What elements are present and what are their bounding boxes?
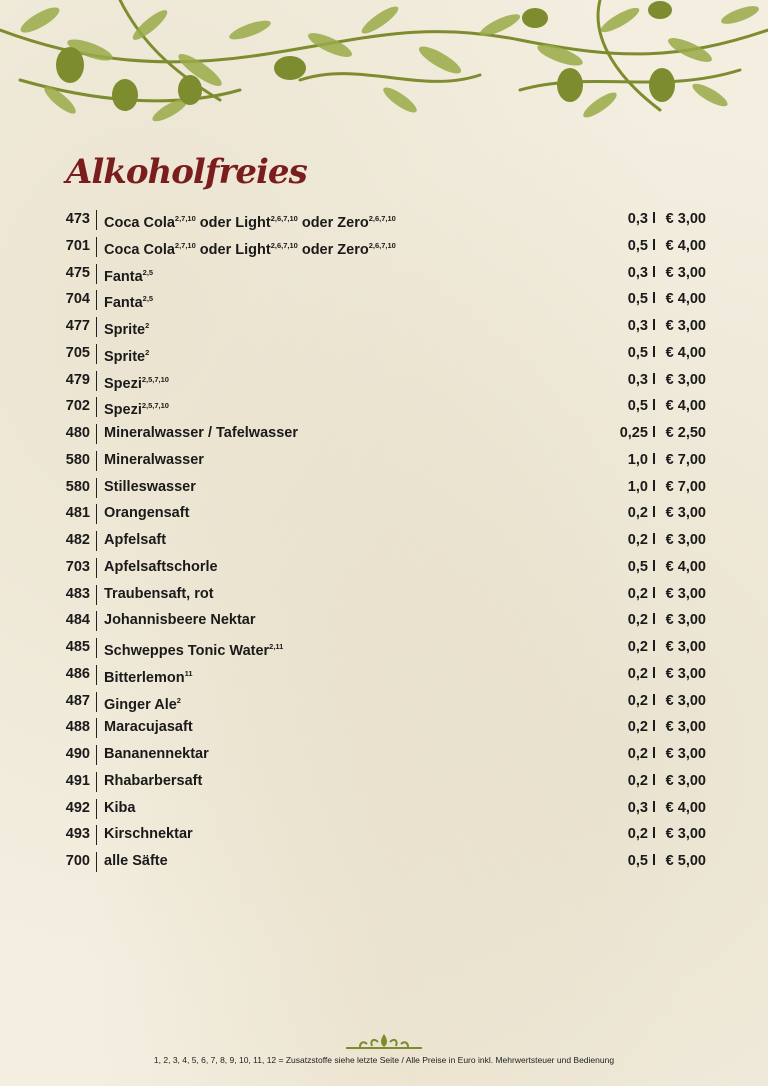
- divider: [96, 558, 97, 578]
- item-price: € 3,00: [665, 371, 706, 388]
- additive-codes: 11: [184, 668, 193, 678]
- item-name-text: Rhabarbersaft: [104, 772, 203, 789]
- item-volume: 0,2 l: [627, 665, 656, 682]
- item-name-text: Maracujasaft: [104, 719, 193, 736]
- divider: [96, 264, 97, 284]
- item-name: [104, 447, 204, 474]
- item-number: 701: [65, 237, 90, 254]
- item-name-text: Kiba: [104, 799, 136, 816]
- item-volume: 0,2 l: [627, 505, 656, 522]
- item-name: [104, 500, 189, 527]
- item-price: € 7,00: [665, 451, 706, 468]
- divider: [96, 344, 97, 364]
- item-name-text: Mineralwasser / Tafelwasser: [104, 425, 298, 441]
- item-name-text: Orangensaft: [104, 505, 190, 522]
- item-number: 477: [65, 318, 90, 334]
- menu-row: [0, 420, 768, 447]
- item-number: 480: [65, 425, 90, 441]
- item-name: [104, 768, 202, 795]
- item-number: 490: [65, 746, 90, 762]
- item-name-text: oder Zero: [297, 241, 369, 258]
- menu-row: [0, 393, 768, 420]
- item-volume: 0,3 l: [627, 264, 656, 281]
- item-name: [104, 821, 193, 848]
- divider: [96, 371, 97, 391]
- menu-row: [0, 500, 768, 527]
- menu-row: [0, 474, 768, 501]
- divider: [96, 799, 97, 819]
- menu-list: [0, 206, 768, 875]
- item-number: 473: [65, 211, 90, 227]
- item-name: [104, 554, 218, 581]
- item-number: 488: [65, 719, 90, 736]
- item-volume: 1,0 l: [627, 451, 656, 468]
- additive-codes: 2: [145, 321, 150, 330]
- item-number: 475: [65, 264, 90, 281]
- additive-codes: 2,6,7,10: [368, 214, 396, 223]
- item-volume: 1,0 l: [627, 478, 656, 495]
- item-volume: 0,2 l: [627, 585, 656, 602]
- divider: [96, 772, 97, 792]
- divider: [96, 290, 97, 310]
- item-name: [104, 420, 298, 447]
- item-volume: 0,2 l: [627, 692, 656, 709]
- item-name-text: Fanta: [104, 268, 143, 285]
- menu-row: [0, 581, 768, 608]
- menu-row: [0, 795, 768, 822]
- item-name-text: oder Light: [195, 215, 271, 231]
- item-name-text: Apfelsaft: [104, 532, 167, 548]
- item-name: [104, 581, 214, 608]
- item-price: € 4,00: [665, 398, 706, 415]
- menu-row: [0, 848, 768, 875]
- item-number: 482: [65, 532, 90, 548]
- item-number: 479: [65, 371, 90, 388]
- item-number: 700: [65, 853, 90, 869]
- item-name: [104, 607, 256, 634]
- item-price: € 3,00: [665, 772, 706, 789]
- item-number: 704: [65, 291, 90, 308]
- item-name-text: Schweppes Tonic Water: [104, 643, 270, 659]
- item-volume: 0,5 l: [627, 853, 656, 869]
- divider: [96, 665, 97, 685]
- item-volume: 0,3 l: [627, 318, 656, 334]
- item-price: € 3,00: [665, 746, 706, 762]
- item-name-text: Sprite: [104, 322, 146, 338]
- item-name-text: Spezi: [104, 402, 142, 419]
- item-number: 580: [65, 451, 90, 468]
- divider: [96, 611, 97, 631]
- item-volume: 0,25 l: [619, 425, 656, 441]
- item-price: € 4,00: [665, 799, 706, 816]
- item-name: [104, 714, 193, 741]
- item-number: 486: [65, 665, 90, 682]
- item-name-text: Coca Cola: [104, 215, 175, 231]
- item-price: € 5,00: [665, 853, 706, 869]
- divider: [96, 478, 97, 498]
- additive-codes: 2,11: [269, 642, 284, 651]
- additive-codes: 2,7,10: [174, 214, 196, 223]
- divider: [96, 237, 97, 257]
- item-name: [104, 527, 166, 554]
- item-price: € 3,00: [665, 826, 706, 843]
- menu-row: [0, 206, 768, 233]
- item-name-text: Bitterlemon: [104, 669, 185, 686]
- item-volume: 0,5 l: [627, 237, 656, 254]
- item-volume: 0,5 l: [627, 291, 656, 308]
- item-price: € 4,00: [665, 344, 706, 361]
- item-name-text: Coca Cola: [104, 241, 175, 258]
- menu-row: [0, 714, 768, 741]
- footer-note: 1, 2, 3, 4, 5, 6, 7, 8, 9, 10, 11, 12 = Zusatzstoffe siehe letzte Seite / Alle Preise in Euro inkl. Mehrwertsteuer und Bedienung: [153, 1055, 615, 1065]
- additive-codes: 2,5,7,10: [141, 401, 169, 411]
- menu-row: [0, 821, 768, 848]
- item-price: € 3,00: [665, 211, 706, 227]
- item-name-text: Kirschnektar: [104, 826, 193, 843]
- item-name: [104, 474, 196, 501]
- menu-row: [0, 233, 768, 260]
- additive-codes: 2,5: [142, 294, 154, 304]
- item-name-text: Fanta: [104, 295, 143, 312]
- item-number: 492: [65, 799, 90, 816]
- divider: [96, 504, 97, 524]
- additive-codes: 2,6,7,10: [368, 240, 396, 250]
- item-price: € 3,00: [665, 585, 706, 602]
- additive-codes: 2: [176, 695, 181, 705]
- item-number: 487: [65, 692, 90, 709]
- item-price: € 3,00: [665, 639, 706, 655]
- divider: [96, 210, 97, 230]
- item-volume: 0,5 l: [627, 558, 656, 575]
- item-number: 483: [65, 585, 90, 602]
- item-volume: 0,2 l: [627, 772, 656, 789]
- divider: [96, 638, 97, 658]
- item-name-text: Spezi: [104, 375, 142, 392]
- menu-row: [0, 340, 768, 367]
- menu-row: [0, 741, 768, 768]
- item-price: € 3,00: [665, 665, 706, 682]
- item-number: 481: [65, 505, 90, 522]
- item-number: 703: [65, 558, 90, 575]
- item-price: € 3,00: [665, 719, 706, 736]
- item-number: 493: [65, 826, 90, 843]
- item-number: 485: [65, 639, 90, 655]
- divider: [96, 585, 97, 605]
- menu-row: [0, 447, 768, 474]
- item-name: [104, 795, 135, 822]
- item-price: € 4,00: [665, 558, 706, 575]
- additive-codes: 2: [145, 347, 150, 357]
- item-volume: 0,2 l: [627, 826, 656, 843]
- item-price: € 3,00: [665, 612, 706, 629]
- item-price: € 3,00: [665, 264, 706, 281]
- divider: [96, 852, 97, 872]
- item-volume: 0,3 l: [627, 799, 656, 816]
- olive-branch-garland-icon: [0, 0, 768, 140]
- section-title: Alkoholfreies: [66, 152, 307, 192]
- additive-codes: 2,7,10: [174, 240, 196, 250]
- item-volume: 0,2 l: [627, 612, 656, 629]
- menu-row: [0, 607, 768, 634]
- menu-row: [0, 313, 768, 340]
- divider: [96, 451, 97, 471]
- item-number: 580: [65, 478, 90, 495]
- menu-row: [0, 661, 768, 688]
- item-price: € 3,00: [665, 532, 706, 548]
- item-name-text: Mineralwasser: [104, 451, 204, 468]
- item-price: € 3,00: [665, 318, 706, 334]
- item-volume: 0,5 l: [627, 398, 656, 415]
- additive-codes: 2,5: [142, 267, 154, 277]
- item-price: € 3,00: [665, 692, 706, 709]
- menu-row: [0, 367, 768, 394]
- additive-codes: 2,6,7,10: [270, 214, 298, 223]
- item-name: [104, 848, 168, 875]
- item-name-text: oder Zero: [297, 215, 369, 231]
- divider: [96, 397, 97, 417]
- item-number: 702: [65, 398, 90, 415]
- item-volume: 0,2 l: [627, 639, 656, 655]
- item-price: € 4,00: [665, 291, 706, 308]
- additive-codes: 2,5,7,10: [141, 374, 169, 384]
- item-number: 484: [65, 612, 90, 629]
- item-name-text: Ginger Ale: [104, 696, 177, 713]
- menu-row: [0, 554, 768, 581]
- item-name-text: alle Säfte: [104, 853, 168, 869]
- divider: [96, 424, 97, 444]
- item-volume: 0,2 l: [627, 719, 656, 736]
- additive-codes: 2,6,7,10: [270, 240, 298, 250]
- divider: [96, 825, 97, 845]
- menu-row: [0, 527, 768, 554]
- menu-row: [0, 286, 768, 313]
- item-price: € 3,00: [665, 505, 706, 522]
- item-number: 705: [65, 344, 90, 361]
- item-name-text: Apfelsaftschorle: [104, 558, 218, 575]
- menu-row: [0, 768, 768, 795]
- item-name: [104, 741, 209, 768]
- item-volume: 0,3 l: [627, 371, 656, 388]
- divider: [96, 718, 97, 738]
- menu-row: [0, 688, 768, 715]
- item-volume: 0,2 l: [627, 746, 656, 762]
- item-number: 491: [65, 772, 90, 789]
- item-volume: 0,3 l: [627, 211, 656, 227]
- item-name-text: Johannisbeere Nektar: [104, 612, 256, 629]
- item-name-text: Stilleswasser: [104, 478, 196, 495]
- item-price: € 2,50: [665, 425, 706, 441]
- menu-row: [0, 260, 768, 287]
- item-name-text: Bananennektar: [104, 746, 209, 762]
- item-name-text: Sprite: [104, 348, 146, 365]
- item-name-text: oder Light: [195, 241, 271, 258]
- divider: [96, 531, 97, 551]
- item-volume: 0,2 l: [627, 532, 656, 548]
- divider: [96, 745, 97, 765]
- divider: [96, 317, 97, 337]
- item-volume: 0,5 l: [627, 344, 656, 361]
- menu-row: [0, 634, 768, 661]
- item-name-text: Traubensaft, rot: [104, 585, 214, 602]
- divider: [96, 692, 97, 712]
- item-price: € 7,00: [665, 478, 706, 495]
- ornament-flourish-icon: [344, 1030, 424, 1052]
- item-price: € 4,00: [665, 237, 706, 254]
